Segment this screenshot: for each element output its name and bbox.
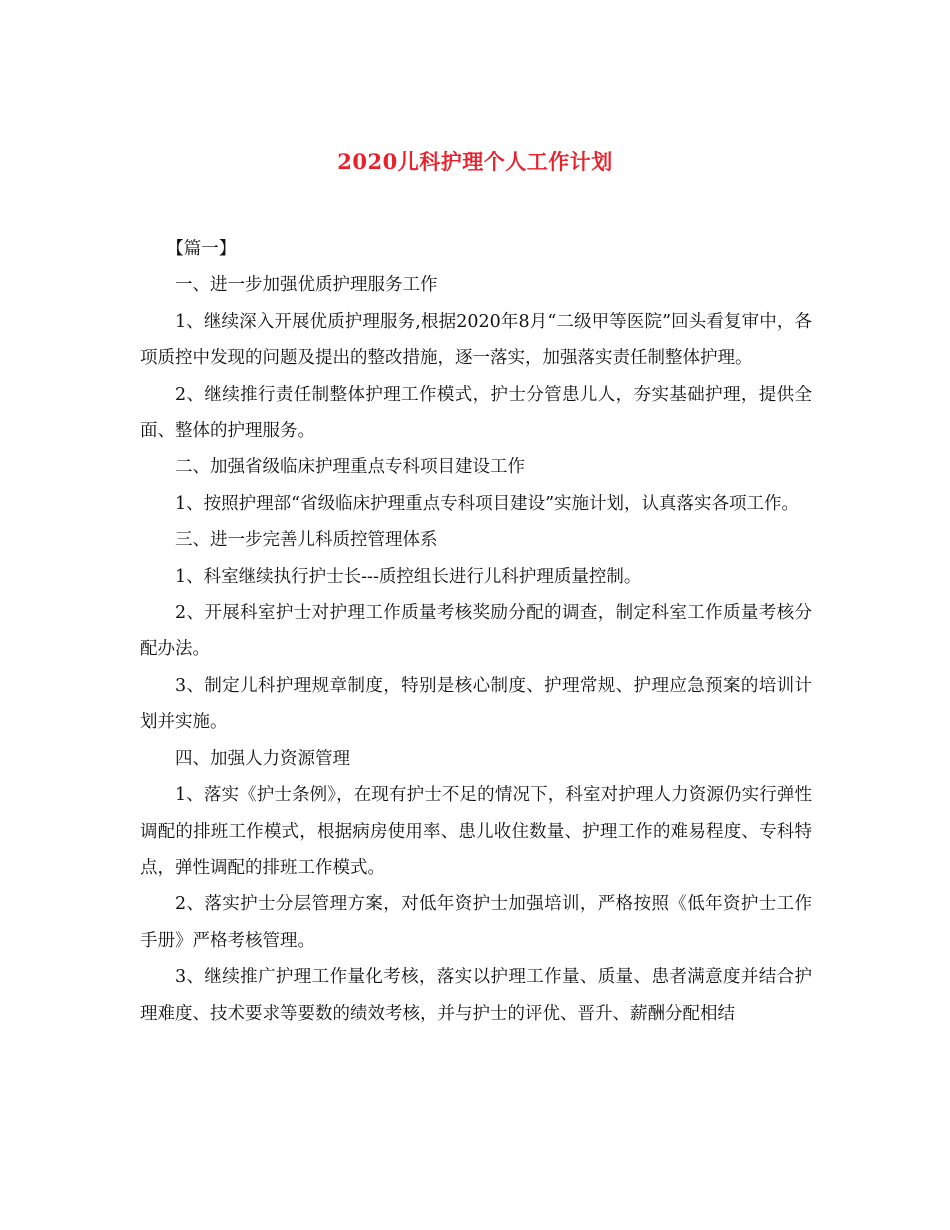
section-marker: 【篇一】 [166,239,237,259]
section-heading: 四、加强人力资源管理 [175,748,350,769]
section-heading: 三、进一步完善儿科质控管理体系 [175,530,438,551]
paragraph: 2、继续推行责任制整体护理工作模式，护士分管患儿人，夯实基础护理，提供全面、整体的护理服务。 [140,384,812,442]
paragraph: 2、落实护士分层管理方案，对低年资护士加强培训，严格按照《低年资护士工作手册》严格考核管理。 [140,894,812,951]
paragraph: 1、按照护理部“省级临床护理重点专科项目建设”实施计划，认真落实各项工作。 [175,493,800,514]
paragraph: 2、开展科室护士对护理工作质量考核奖励分配的调查，制定科室工作质量考核分配办法。 [140,603,812,660]
paragraph: 3、制定儿科护理规章制度，特别是核心制度、护理常规、护理应急预案的培训计划并实施。 [140,675,812,733]
section-heading: 二、加强省级临床护理重点专科项目建设工作 [175,457,525,478]
document-title: 2020儿科护理个人工作计划 [337,149,613,174]
paragraph: 1、落实《护士条例》，在现有护士不足的情况下，科室对护理人力资源仍实行弹性调配的排班工作模式，根据病房使用率、患儿收住数量、护理工作的难易程度、专科特点，弹性调配的排班工作模式。 [140,785,812,878]
paragraph: 3、继续推广护理工作量化考核，落实以护理工作量、质量、患者满意度并结合护理难度、技术要求等要数的绩效考核，并与护士的评优、晋升、薪酬分配相结 [140,967,812,1024]
section-heading: 一、进一步加强优质护理服务工作 [175,275,438,296]
document-body [140,231,812,1032]
paragraph: 1、科室继续执行护士长---质控组长进行儿科护理质量控制。 [175,566,642,587]
paragraph: 1、继续深入开展优质护理服务,根据2020年8月“二级甲等医院”回头看复审中，各项质控中发现的问题及提出的整改措施，逐一落实，加强落实责任制整体护理。 [140,311,812,369]
